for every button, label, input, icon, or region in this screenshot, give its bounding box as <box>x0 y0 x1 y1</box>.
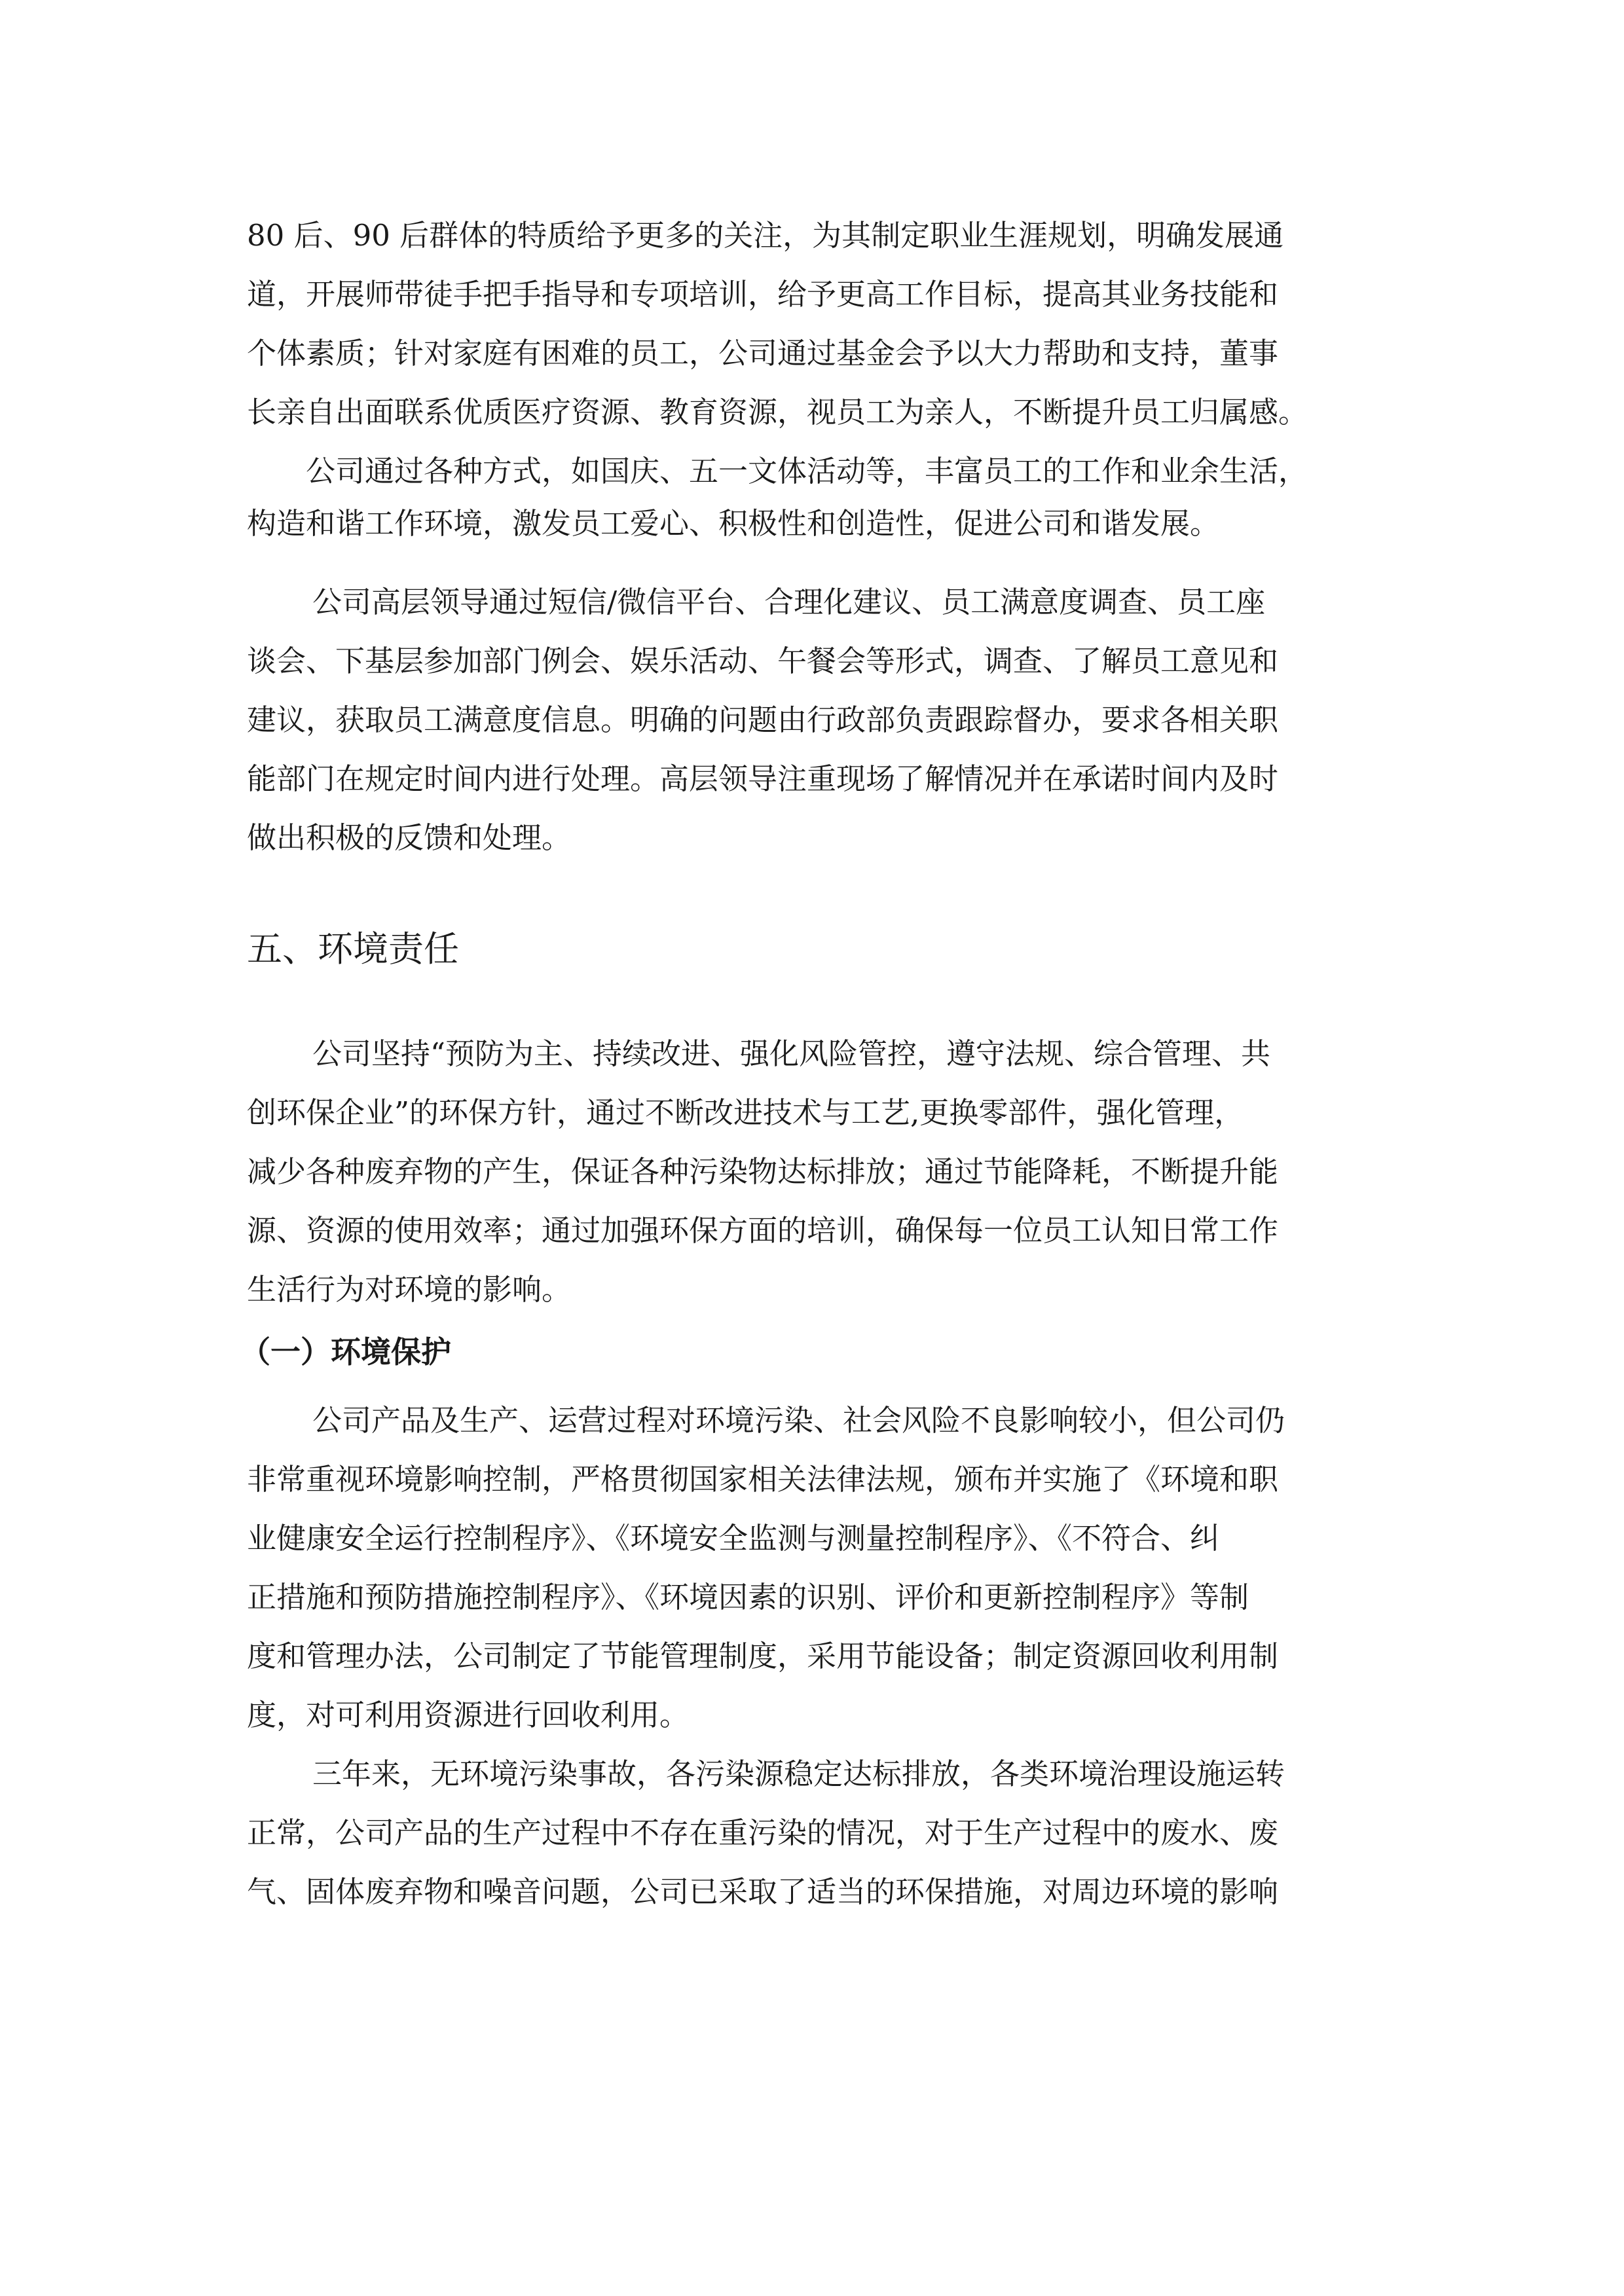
protection-line-4: 正措施和预防措施控制程序》、《环境因素的识别、评价和更新控制程序》等制 <box>247 1580 1249 1614</box>
results-line-1: 三年来，无环境污染事故，各污染源稳定达标排放，各类环境治理设施运转 <box>312 1757 1285 1791</box>
policy-line-2: 创环保企业”的环保方针，通过不断改进技术与工艺,更换零部件，强化管理， <box>247 1095 1244 1130</box>
policy-line-1: 公司坚持“预防为主、持续改进、强化风险管控，遵守法规、综合管理、共 <box>312 1036 1271 1071</box>
results-line-2: 正常，公司产品的生产过程中不存在重污染的情况，对于生产过程中的废水、废 <box>247 1815 1279 1850</box>
protection-line-5: 度和管理办法，公司制定了节能管理制度，采用节能设备；制定资源回收利用制 <box>247 1639 1279 1673</box>
subsection-heading: （一）环境保护 <box>240 1334 451 1370</box>
feedback-line-5: 做出积极的反馈和处理。 <box>247 820 572 855</box>
protection-line-1: 公司产品及生产、运营过程对环境污染、社会风险不良影响较小，但公司仍 <box>312 1403 1285 1438</box>
policy-line-5: 生活行为对环境的影响。 <box>247 1272 572 1307</box>
policy-line-3: 减少各种废弃物的产生，保证各种污染物达标排放；通过节能降耗，不断提升能 <box>247 1154 1279 1189</box>
intro-line-2: 道，开展师带徒手把手指导和专项培训，给予更高工作目标，提高其业务技能和 <box>247 277 1279 312</box>
protection-line-3: 业健康安全运行控制程序》、《环境安全监测与测量控制程序》、《不符合、纠 <box>247 1521 1220 1556</box>
intro-line-3: 个体素质；针对家庭有困难的员工，公司通过基金会予以大力帮助和支持，董事 <box>247 336 1279 371</box>
results-line-3: 气、固体废弃物和噪音问题，公司已采取了适当的环保措施，对周边环境的影响 <box>247 1874 1279 1909</box>
protection-line-6: 度，对可利用资源进行回收利用。 <box>247 1698 690 1732</box>
protection-line-2: 非常重视环境影响控制，严格贯彻国家相关法律法规，颁布并实施了《环境和职 <box>247 1462 1279 1497</box>
feedback-line-2: 谈会、下基层参加部门例会、娱乐活动、午餐会等形式，调查、了解员工意见和 <box>247 644 1279 678</box>
policy-line-4: 源、资源的使用效率；通过加强环保方面的培训，确保每一位员工认知日常工作 <box>247 1213 1279 1248</box>
feedback-line-1: 公司高层领导通过短信/微信平台、合理化建议、员工满意度调查、员工座 <box>312 585 1266 619</box>
feedback-line-3: 建议，获取员工满意度信息。明确的问题由行政部负责跟踪督办，要求各相关职 <box>247 702 1279 737</box>
feedback-line-4: 能部门在规定时间内进行处理。高层领导注重现场了解情况并在承诺时间内及时 <box>247 761 1279 796</box>
intro-line-1: 80 后、90 后群体的特质给予更多的关注，为其制定职业生涯规划，明确发展通 <box>247 218 1284 253</box>
activities-line-1: 公司通过各种方式，如国庆、五一文体活动等，丰富员工的工作和业余生活， <box>306 454 1308 488</box>
intro-line-4: 长亲自出面联系优质医疗资源、教育资源，视员工为亲人，不断提升员工归属感。 <box>247 395 1308 429</box>
activities-line-2: 构造和谐工作环境，激发员工爱心、积极性和创造性，促进公司和谐发展。 <box>247 506 1220 541</box>
section-heading: 五、环境责任 <box>247 928 459 970</box>
